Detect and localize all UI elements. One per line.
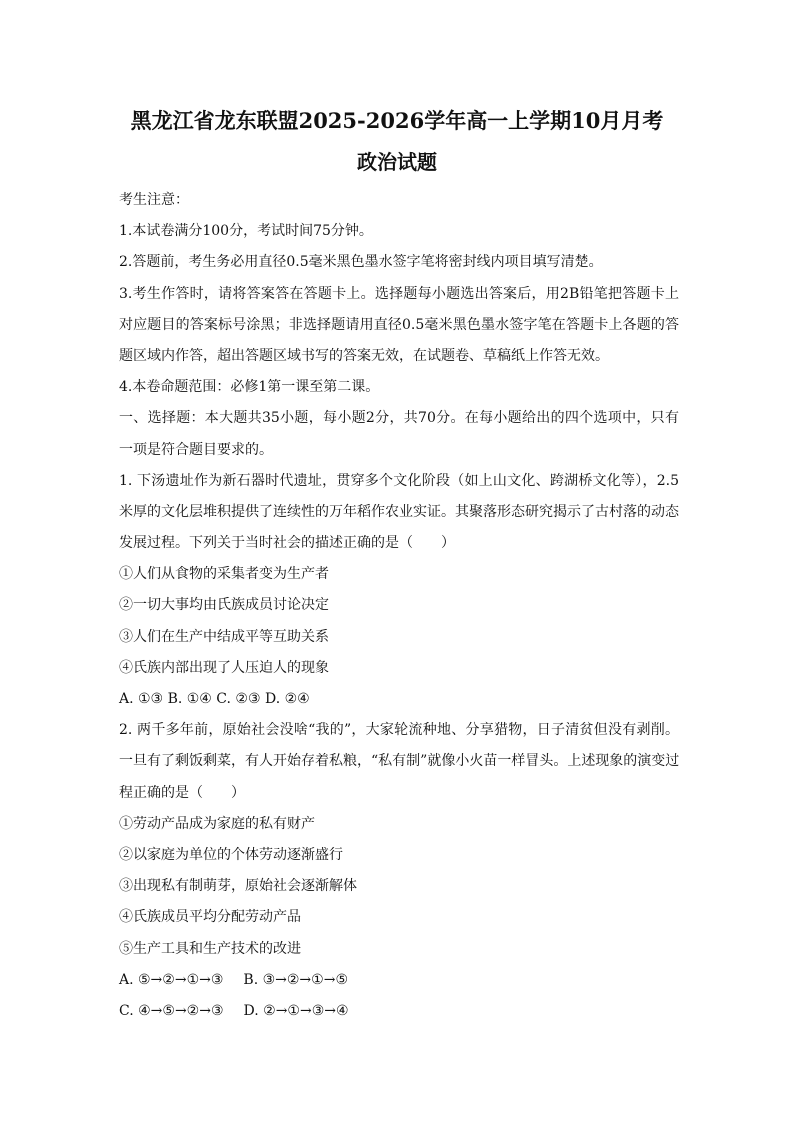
- question-2-choice-b: B. ③→②→①→⑤: [243, 971, 348, 988]
- question-1-stem-line-1: 1. 下汤遗址作为新石器时代遗址，贯穿多个文化阶段（如上山文化、跨湖桥文化等），2.5: [119, 472, 679, 489]
- question-2-option-5: ⑤生产工具和生产技术的改进: [119, 940, 301, 957]
- notice-item-4: 4.本卷命题范围：必修1第一课至第二课。: [119, 379, 380, 396]
- notice-item-2: 2.答题前，考生务必用直径0.5毫米黑色墨水签字笔将密封线内项目填写清楚。: [119, 254, 603, 271]
- question-1-stem-line-3: 发展过程。下列关于当时社会的描述正确的是（ ）: [119, 535, 455, 552]
- notice-item-3-line-2: 对应题目的答案标号涂黑；非选择题请用直径0.5毫米黑色墨水签字笔在答题卡上各题的答: [119, 316, 679, 333]
- notice-item-3-line-1: 3.考生作答时，请将答案答在答题卡上。选择题每小题选出答案后，用2B铅笔把答题卡上: [119, 285, 679, 302]
- question-2-choices-row-2: [119, 996, 679, 1027]
- notice-item-3-line-3: 题区域内作答，超出答题区域书写的答案无效，在试题卷、草稿纸上作答无效。: [119, 347, 609, 364]
- question-2-stem-line-3: 程正确的是（ ）: [119, 784, 245, 801]
- section-1-instruction-line-2: 一项是符合题目要求的。: [119, 441, 273, 458]
- question-1-option-2: ②一切大事均由氏族成员讨论决定: [119, 597, 329, 614]
- question-2-stem-line-1: 2. 两千多年前，原始社会没啥“我的”，大家轮流种地、分享猎物，日子清贫但没有剥削。: [119, 722, 679, 739]
- question-1-choices: A. ①③ B. ①④ C. ②③ D. ②④: [119, 691, 310, 707]
- section-1-instruction-line-1: 一、选择题：本大题共35小题，每小题2分，共70分。在每小题给出的四个选项中，只有: [119, 410, 679, 427]
- question-1-option-4: ④氏族内部出现了人压迫人的现象: [119, 659, 329, 676]
- question-1-option-3: ③人们在生产中结成平等互助关系: [119, 628, 329, 645]
- question-2-option-2: ②以家庭为单位的个体劳动逐渐盛行: [119, 846, 343, 863]
- question-2-choice-a: A. ⑤→②→①→③: [119, 971, 224, 988]
- exam-content: [119, 185, 679, 1027]
- exam-subtitle: 政治试题: [357, 150, 437, 174]
- question-2-choice-c: C. ④→⑤→②→③: [119, 1002, 224, 1019]
- question-2-stem-line-2: 一旦有了剩饭剩菜，有人开始存着私粮，“私有制”就像小火苗一样冒头。上述现象的演变过: [119, 753, 680, 770]
- question-2-option-1: ①劳动产品成为家庭的私有财产: [119, 815, 315, 832]
- question-1-stem-line-2: 米厚的文化层堆积提供了连续性的万年稻作农业实证。其聚落形态研究揭示了古村落的动态: [119, 503, 679, 520]
- question-1-option-1: ①人们从食物的采集者变为生产者: [119, 566, 329, 583]
- question-2-option-3: ③出现私有制萌芽，原始社会逐渐解体: [119, 878, 357, 895]
- notice-heading: 考生注意：: [119, 192, 189, 208]
- question-2-choice-d: D. ②→①→③→④: [243, 1002, 349, 1019]
- question-2-choices-row-1: [119, 965, 679, 996]
- question-2-option-4: ④氏族成员平均分配劳动产品: [119, 909, 301, 926]
- exam-title: 黑龙江省龙东联盟2025-2026学年高一上学期10月月考: [130, 108, 664, 133]
- notice-item-1: 1.本试卷满分100分，考试时间75分钟。: [119, 223, 373, 240]
